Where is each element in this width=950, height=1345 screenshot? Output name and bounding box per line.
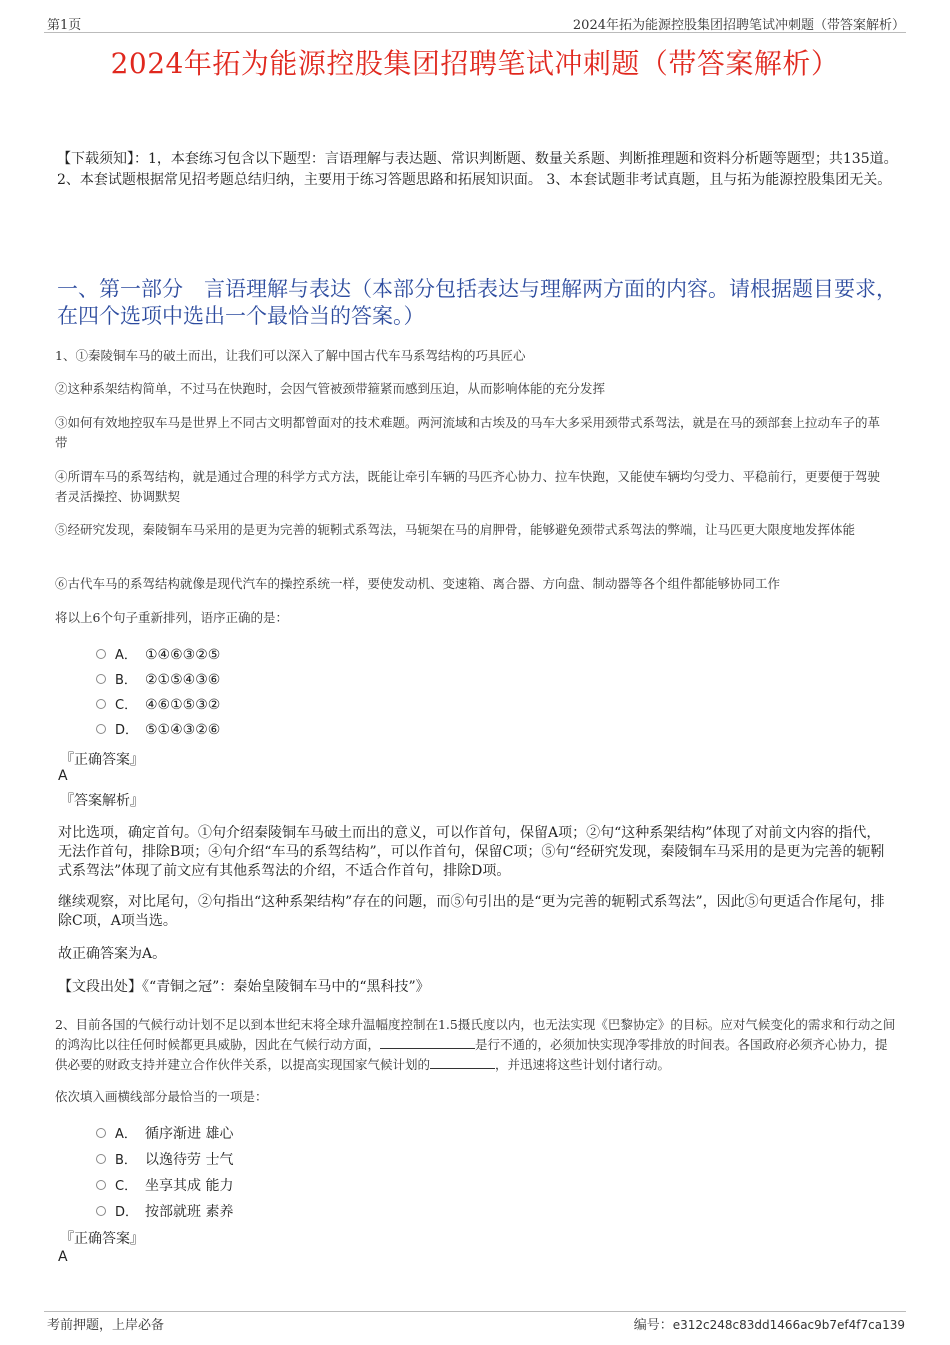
- q1-sentence-1: 1、①秦陵铜车马的破土而出，让我们可以深入了解中国古代车马系驾结构的巧具匠心: [55, 348, 526, 363]
- q1-option-c[interactable]: C． ④⑥①⑤③②: [96, 695, 220, 715]
- q1-answer: A: [58, 768, 68, 784]
- section-title: 一、第一部分 言语理解与表达（本部分包括表达与理解两方面的内容。请根据题目要求，在四个选项中选出一个最恰当的答案。）: [57, 277, 897, 328]
- q2-option-b[interactable]: B． 以逸待劳 士气: [96, 1150, 233, 1170]
- footer-code: 编号：e312c248c83dd1466ac9b7ef4f7ca139: [633, 1318, 905, 1333]
- download-notice: 【下载须知】：1，本套练习包含以下题型：言语理解与表达题、常识判断题、数量关系题、判断推理题和资料分析题等题型；共135道。 2、本套试题根据常见招考题总结归纳，主要用于练习答题思路和拓展知识面。 3、本套试题非考试真题，且与拓为能源控股集团无关。: [57, 151, 898, 188]
- q1-option-a[interactable]: A． ①④⑥③②⑤: [96, 645, 220, 665]
- header-page-number: 第1页: [47, 18, 82, 33]
- q2-option-d[interactable]: D． 按部就班 素养: [96, 1202, 233, 1222]
- q2-option-a[interactable]: A． 循序渐进 雄心: [96, 1124, 233, 1144]
- radio-icon[interactable]: [96, 1206, 106, 1216]
- q2-blank-2: [430, 1056, 495, 1069]
- q2-stem: 2、目前各国的气候行动计划不足以到本世纪末将全球升温幅度控制在1.5摄氏度以内，也无法实现《巴黎协定》的目标。应对气候变化的需求和行动之间的鸿沟比以往任何时候都更具威胁，因此在气候行动方面， 是行不通的，必须加快实现净零排放的时间表。各国政府必须齐心协力，提供必要的财政支持并建立合作伙伴关系，以提高实现国家气候计划的 ，并迅速将这些计划付诸行动。: [55, 1017, 896, 1072]
- q1-option-d[interactable]: D． ⑤①④③②⑥: [96, 720, 220, 740]
- q1-analysis-paragraph-1: 对比选项，确定首句。①句介绍秦陵铜车马破土而出的意义，可以作首句，保留A项；②句“这种系架结构”体现了对前文内容的指代，无法作首句，排除B项；④句介绍“车马的系驾结构”，可以作首句，保留C项；⑤句“经研究发现，秦陵铜车马采用的是更为完善的轭靷式系驾法”体现了前文应有其他系驾法的介绍，不适合作首句，排除D项。: [58, 825, 885, 879]
- header-doc-title: 2024年拓为能源控股集团招聘笔试冲刺题（带答案解析）: [572, 18, 905, 33]
- radio-icon[interactable]: [96, 1180, 106, 1190]
- q1-sentence-2: ②这种系架结构简单，不过马在快跑时，会因气管被颈带箍紧而感到压迫，从而影响体能的充分发挥: [55, 381, 606, 396]
- header-divider: [44, 32, 906, 33]
- q1-analysis-paragraph-3: 故正确答案为A。: [58, 946, 167, 962]
- q2-answer-label: 『正确答案』: [60, 1231, 144, 1247]
- q1-sentence-4: ④所谓车马的系驾结构，就是通过合理的科学方式方法，既能让牵引车辆的马匹齐心协力、拉车快跑，又能使车辆均匀受力、平稳前行，更要便于驾驶者灵活操控、协调默契: [55, 469, 881, 504]
- page-title: 2024年拓为能源控股集团招聘笔试冲刺题（带答案解析）: [110, 47, 840, 80]
- q1-analysis-paragraph-2: 继续观察，对比尾句，②句指出“这种系架结构”存在的问题，而⑤句引出的是“更为完善的轭靷式系驾法”，因此⑤句更适合作尾句，排除C项，A项当选。: [58, 894, 885, 929]
- radio-icon[interactable]: [96, 724, 106, 734]
- q1-answer-label: 『正确答案』: [60, 752, 144, 768]
- q1-source: 【文段出处】《“青铜之冠”：秦始皇陵铜车马中的“黑科技”》: [58, 979, 430, 995]
- q1-sentence-6: ⑥古代车马的系驾结构就像是现代汽车的操控系统一样，要使发动机、变速箱、离合器、方向盘、制动器等各个组件都能够协同工作: [55, 576, 781, 591]
- radio-icon[interactable]: [96, 674, 106, 684]
- q1-sentence-5: ⑤经研究发现，秦陵铜车马采用的是更为完善的轭靷式系驾法，马轭架在马的肩胛骨，能够避免颈带式系驾法的弊端，让马匹更大限度地发挥体能: [55, 522, 856, 537]
- radio-icon[interactable]: [96, 1128, 106, 1138]
- q2-answer: A: [58, 1249, 68, 1265]
- q1-option-b[interactable]: B． ②①⑤④③⑥: [96, 670, 220, 690]
- q2-option-c[interactable]: C． 坐享其成 能力: [96, 1176, 233, 1196]
- q1-analysis-label: 『答案解析』: [60, 793, 144, 809]
- footer-divider: [44, 1311, 906, 1312]
- radio-icon[interactable]: [96, 1154, 106, 1164]
- radio-icon[interactable]: [96, 699, 106, 709]
- q1-sentence-3: ③如何有效地控驭车马是世界上不同古文明都曾面对的技术难题。两河流域和古埃及的马车大多采用颈带式系驾法，就是在马的颈部套上拉动车子的革带: [55, 415, 881, 450]
- q2-prompt: 依次填入画横线部分最恰当的一项是：: [55, 1089, 268, 1104]
- q1-prompt: 将以上6个句子重新排列，语序正确的是：: [55, 610, 288, 625]
- q2-blank-1: [380, 1036, 475, 1049]
- radio-icon[interactable]: [96, 649, 106, 659]
- footer-slogan: 考前押题，上岸必备: [47, 1318, 165, 1333]
